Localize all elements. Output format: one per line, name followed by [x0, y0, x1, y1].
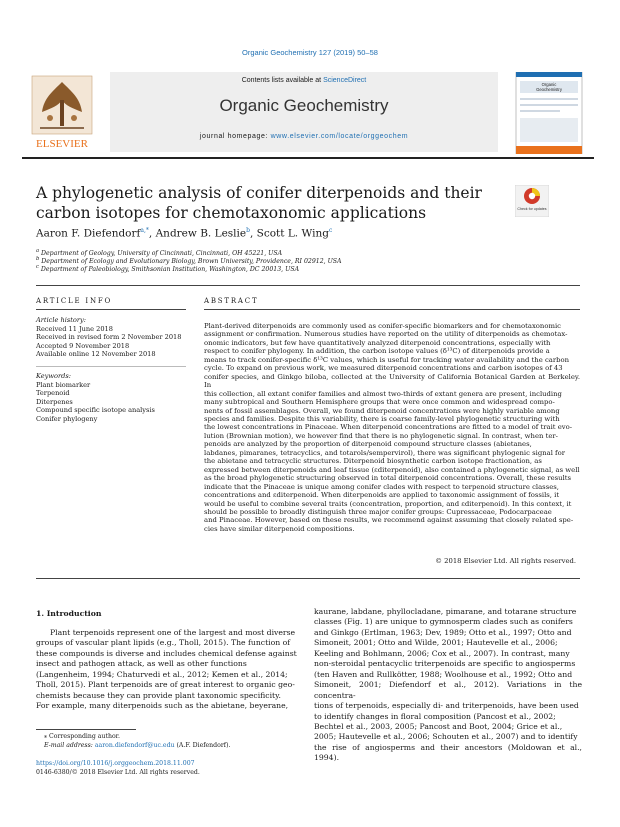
- article-history: [36, 316, 186, 359]
- intro-line: (ten Haven and Rullkötter, 1988; Woolhouse et al., 1992; Otto and: [314, 669, 573, 679]
- intro-line: and Ginkgo (Ertlman, 1963; Dev, 1989; Otto et al., 1997; Otto and: [314, 627, 572, 637]
- intro-line: 2005; Hautevelle et al., 2006; Schouten et al., 2007) and to identify: [314, 732, 578, 742]
- elsevier-logo: [22, 72, 102, 152]
- keyword: Conifer phylogeny: [36, 414, 98, 423]
- intro-line: Plant terpenoids represent one of the largest and most diverse: [50, 628, 296, 637]
- abstract-line: means to track conifer-specific δ¹³C values, which is useful for tracking water availability and the carbon: [204, 355, 570, 364]
- abstract-line: lution (Brownian motion), we however find that there is no phylogenetic signal. In contrast, when ter-: [204, 431, 558, 440]
- keyword: Plant biomarker: [36, 380, 91, 389]
- intro-line: the rise of angiosperms and their ancestors (Moldowan et al., 1994).: [314, 742, 582, 763]
- email-link[interactable]: aaron.diefendorf@uc.edu: [94, 742, 175, 749]
- abstract-line: labdanes, pimaranes, tetracyclics, and totarols/sempervirol), there was significant phylogenic signal for: [204, 448, 565, 457]
- check-for-updates-button[interactable]: [515, 185, 549, 217]
- article-info-heading: ARTICLE INFO: [36, 297, 113, 305]
- intro-line: these compounds is diverse and includes chemical defense against: [36, 648, 297, 658]
- email-note: [44, 742, 230, 749]
- affiliation-rule: [36, 285, 580, 286]
- affiliation: $^b$ Department of Ecology and Evolutionary Biology, Brown University, Providence, RI 02912, USA: [36, 256, 342, 266]
- keyword: Diterpenes: [36, 397, 73, 406]
- header-rule: [22, 157, 594, 159]
- section-heading-introduction: 1. Introduction: [36, 609, 102, 618]
- issn-line: 0146-6380/© 2018 Elsevier Ltd. All rights reserved.: [36, 769, 200, 776]
- abstract-line: the lowest concentrations in Pinaceae. When diterpenoid concentrations are fitted to a model of trait evo-: [204, 423, 573, 432]
- author-name[interactable]: Andrew B. Leslie: [155, 227, 247, 240]
- author-affil-sup[interactable]: c: [328, 227, 333, 234]
- intro-line: to identify changes in floral composition (Pancost et al., 2002;: [314, 711, 556, 721]
- keyword: Compound specific isotope analysis: [36, 406, 155, 415]
- doi-link[interactable]: https://doi.org/10.1016/j.orggeochem.2018.11.007: [36, 760, 195, 767]
- abstract-line: many subtropical and Southern Hemisphere groups that were once common and widespread compo-: [204, 398, 555, 407]
- abstract-line: and Pinaceae. However, based on these results, we recommend against assuming that closely related spe-: [204, 516, 574, 525]
- keyword: Terpenoid: [36, 389, 70, 398]
- intro-right-column: [314, 607, 582, 764]
- homepage-prefix: journal homepage:: [199, 133, 271, 140]
- intro-line: (Langenheim, 1994; Chaturvedi et al., 2012; Kemen et al., 2014;: [36, 669, 288, 679]
- author-affil-sup[interactable]: a,*: [140, 227, 149, 234]
- copyright-notice: © 2018 Elsevier Ltd. All rights reserved.: [435, 557, 576, 565]
- intro-line: For example, many diterpenoids such as the abietane, beyerane,: [36, 701, 289, 711]
- abstract-body: [204, 322, 580, 533]
- journal-title: Organic Geochemistry: [219, 96, 389, 115]
- journal-homepage: [110, 133, 498, 140]
- author-list: Aaron F. Diefendorf$^{a,*}$, Andrew B. Leslie$^b$, Scott L. Wing$^c$: [36, 227, 333, 240]
- abstract-line: should be possible to broadly distinguish three major conifer groups: Cupressaceae, Podocarpaceae: [204, 507, 552, 516]
- affiliation: $^a$ Department of Geology, University of Cincinnati, Cincinnati, OH 45221, USA: [36, 248, 283, 258]
- abstract-line: would be useful to combine several traits (concentration, proportion, and εditerpenoid). In this context, it: [204, 499, 572, 508]
- abstract-line: respect to conifer phylogeny. In addition, the carbon isotope values (δ¹³C) of diterpenoids provide a: [204, 347, 550, 356]
- crossmark-label: Check for updates: [517, 207, 547, 211]
- author-affil-sup[interactable]: b: [246, 227, 250, 234]
- abstract-line: concentrations and εditerpenoid. When diterpenoids are applied to taxonomic assignment of fossils, it: [204, 491, 560, 500]
- abstract-line: this collection, all extant conifer families and almost two-thirds of extant genera are present, including: [204, 389, 562, 398]
- article-info-rule: [36, 309, 186, 310]
- abstract-heading: ABSTRACT: [204, 297, 259, 305]
- intro-line: Keeling and Bohlmann, 2006; Cox et al., 2007). In contrast, many: [314, 648, 570, 658]
- intro-line: non-steroidal pentacyclic triterpenoids are specific to angiosperms: [314, 659, 576, 669]
- journal-cover-thumbnail[interactable]: [512, 72, 586, 154]
- abstract-line: indicate that the Pinaceae is unique among conifer clades with respect to terpenoid structure classes,: [204, 482, 559, 491]
- abstract-line: cies have similar diterpenoid compositions.: [204, 524, 355, 533]
- abstract-line: onomic indicators, but few have quantitatively analyzed diterpenoid concentrations, especially with: [204, 338, 551, 347]
- intro-line: Tholl, 2015). Plant terpenoids are of great interest to organic geo-: [36, 680, 295, 690]
- email-label: E-mail address:: [44, 742, 95, 749]
- abstract-line: Plant-derived diterpenoids are commonly used as conifer-specific biomarkers and for chemotaxonomic: [204, 322, 561, 330]
- intro-line: kaurane, labdane, phyllocladane, pimarane, and totarane structure: [314, 607, 577, 616]
- abstract-line: conifer species, and Ginkgo biloba, collected at the University of California Botanical Garden at Berkeley. In: [204, 372, 580, 390]
- article-title: A phylogenetic analysis of conifer diterpenoids and their carbon isotopes for chemotaxonomic applications: [36, 184, 482, 222]
- history-item: Received 11 June 2018: [36, 324, 113, 333]
- homepage-link[interactable]: www.elsevier.com/locate/orggeochem: [270, 133, 409, 140]
- intro-line: chemists because they can provide plant taxonomic specificity.: [36, 690, 281, 700]
- history-label: Article history:: [36, 316, 86, 324]
- keywords-label: Keywords:: [36, 372, 71, 380]
- abstract-line: species and families. Despite this variability, there is coarse family-level phylogenetic structuring with: [204, 414, 560, 423]
- author-name[interactable]: Scott L. Wing: [256, 227, 329, 240]
- abstract-line: the abietane and tetracyclic structures. Diterpenoid biosynthetic carbon isotope fractionation, as: [204, 457, 542, 466]
- sciencedirect-link[interactable]: ScienceDirect: [323, 77, 367, 84]
- abstract-rule: [204, 309, 580, 310]
- contents-prefix: Contents lists available at: [241, 77, 324, 84]
- footnote-rule: [36, 729, 136, 730]
- intro-line: insect and pathogen attack, as well as other functions: [36, 659, 247, 669]
- abstract-line: cycle. To expand on previous work, we measured diterpenoid concentrations and carbon isotopes of 43: [204, 364, 563, 373]
- author-name[interactable]: Aaron F. Diefendorf: [36, 227, 141, 240]
- svg-text:Geochemistry: Geochemistry: [536, 87, 562, 92]
- abstract-line: expressed between diterpenoids and leaf tissue (εditerpenoid), also contained a phylogenetic signal, as well: [204, 465, 580, 474]
- abstract-line: as the broad phylogenetic structuring observed in total diterpenoid concentrations. Overall, these results: [204, 474, 572, 483]
- intro-line: classes (Fig. 1) are unique to gymnosperm clades such as conifers: [314, 617, 573, 627]
- intro-line: Simoneit, 2001; Otto and Wilde, 2001; Hautevelle et al., 2006;: [314, 638, 558, 648]
- intro-left-column: [36, 628, 298, 712]
- keywords-rule: [36, 366, 186, 367]
- history-item: Received in revised form 2 November 2018: [36, 333, 182, 342]
- abstract-line: assignment or confirmation. Numerous studies have reported on the utility of diterpenoids as chemotax-: [204, 330, 568, 339]
- affiliation: $^c$ Department of Paleobiology, Smithsonian Institution, Washington, DC 20013, USA: [36, 264, 300, 274]
- email-suffix: (A.F. Diefendorf).: [174, 742, 231, 749]
- abstract-line: nents of fossil assemblages. Overall, we found diterpenoid concentrations were highly variable among: [204, 406, 560, 415]
- svg-text:Organic: Organic: [541, 82, 557, 87]
- publisher-name: ELSEVIER: [36, 138, 88, 150]
- history-item: Available online 12 November 2018: [36, 350, 156, 359]
- intro-line: groups of vascular plant lipids (e.g., Tholl, 2015). The function of: [36, 638, 291, 648]
- intro-line: tions of terpenoids, especially di- and triterpenoids, have been used: [314, 701, 579, 711]
- contents-line: [110, 77, 498, 84]
- corresponding-author-note: ⁎ Corresponding author.: [44, 733, 120, 740]
- journal-reference[interactable]: Organic Geochemistry 127 (2019) 50–58: [242, 48, 378, 57]
- abstract-end-rule: [36, 578, 580, 579]
- keywords: [36, 372, 186, 424]
- history-item: Accepted 9 November 2018: [36, 341, 130, 350]
- abstract-line: penoids are analyzed by the proportion of diterpenoid compound structure classes (abietanes,: [204, 440, 532, 449]
- intro-line: Simoneit, 2001; Diefendorf et al., 2012). Variations in the concentra-: [314, 680, 582, 700]
- intro-line: Bechtel et al., 2003, 2005; Pancost and Boot, 2004; Grice et al.,: [314, 721, 563, 731]
